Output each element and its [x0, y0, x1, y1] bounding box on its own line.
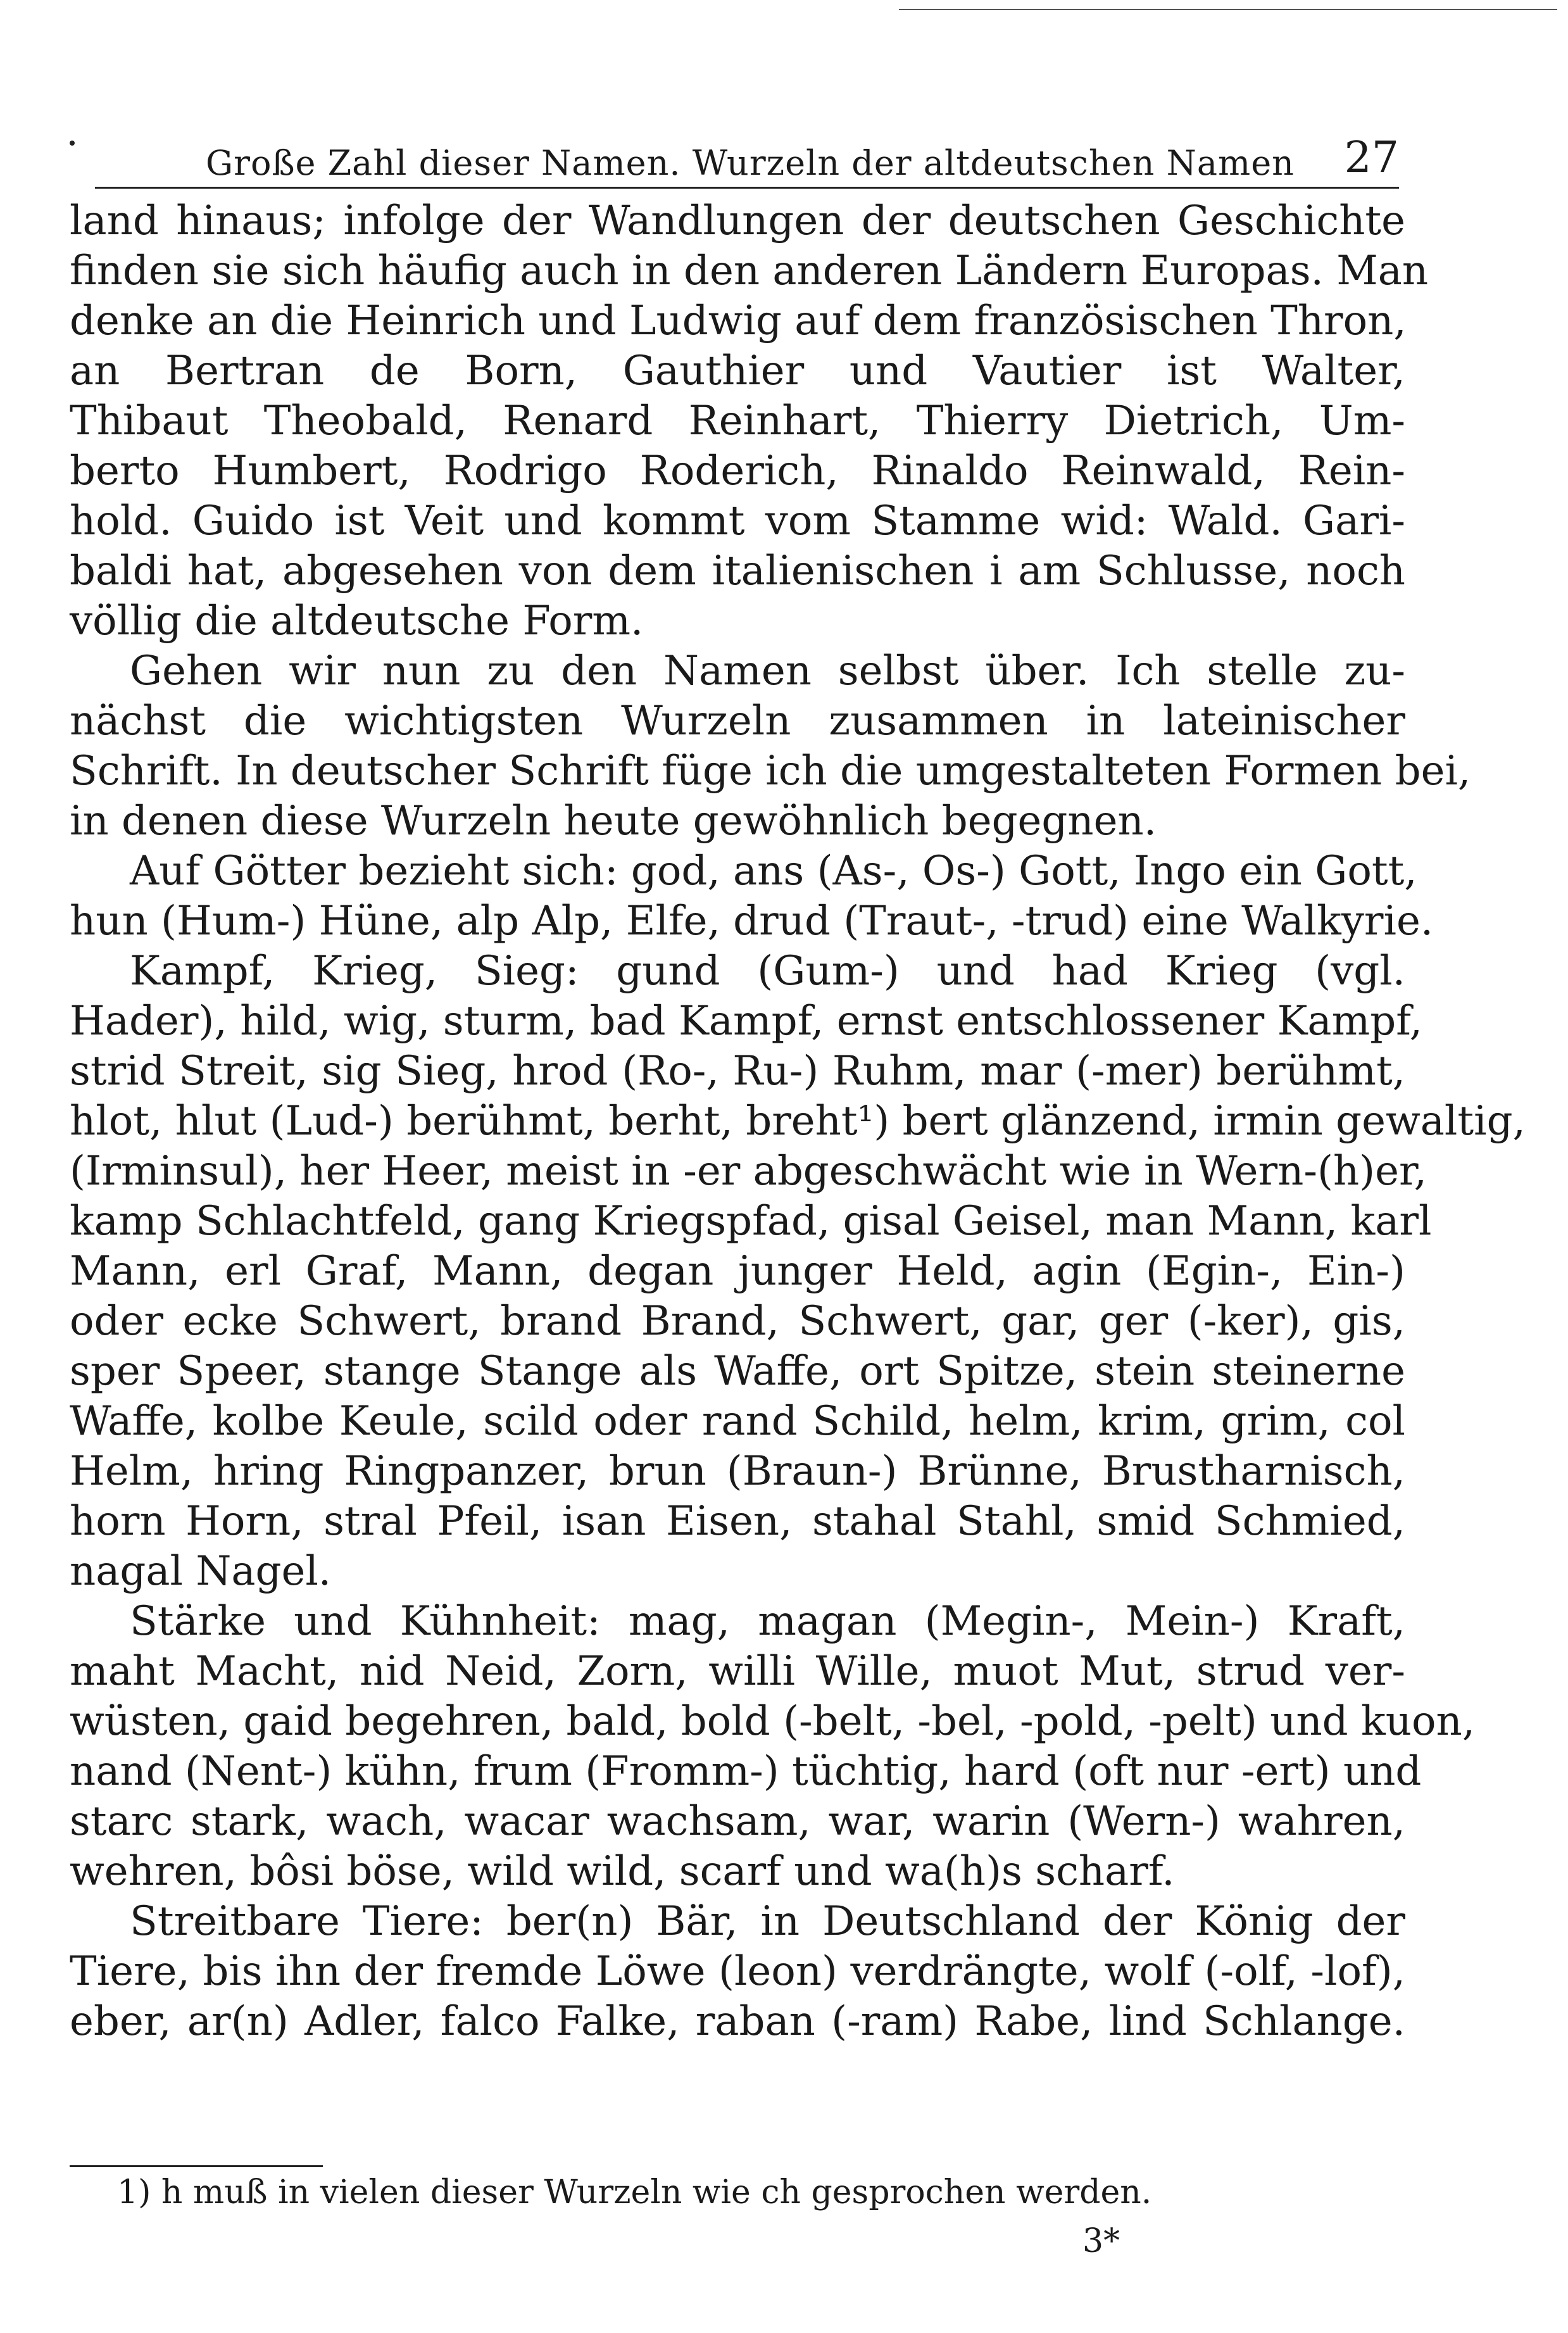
text-line: starc stark, wach, wacar wachsam, war, warin (Wern-) wahren, [70, 1798, 1405, 1845]
text-line: berto Humbert, Rodrigo Roderich, Rinaldo Reinwald, Rein- [70, 448, 1405, 494]
text-line: Auf Götter bezieht sich: god, ans (As-, Os-) Gott, Ingo ein Gott, [130, 848, 1417, 895]
text-line: Thibaut Theobald, Renard Reinhart, Thierry Dietrich, Um- [70, 398, 1405, 444]
text-line: sper Speer, stange Stange als Waffe, ort Spitze, stein steinerne [70, 1348, 1405, 1395]
text-line: an Bertran de Born, Gauthier und Vautier ist Walter, [70, 348, 1405, 394]
text-line: hlot, hlut (Lud-) berühmt, berht, breht¹) bert glänzend, irmin gewaltig, [70, 1098, 1526, 1145]
text-line: maht Macht, nid Neid, Zorn, willi Wille, muot Mut, strud ver- [70, 1648, 1405, 1695]
text-line: wüsten, gaid begehren, bald, bold (-belt, -bel, -pold, -pelt) und kuon, [70, 1698, 1476, 1745]
text-line: horn Horn, stral Pfeil, isan Eisen, stahal Stahl, smid Schmied, [70, 1498, 1405, 1545]
text-line: Waffe, kolbe Keule, scild oder rand Schild, helm, krim, grim, col [70, 1398, 1405, 1445]
footnote: 1) h muß in vielen dieser Wurzeln wie ch gesprochen werden. [117, 2173, 1152, 2211]
text-line: Hader), hild, wig, sturm, bad Kampf, ernst entschlossener Kampf, [70, 998, 1422, 1045]
running-head [95, 113, 1399, 189]
text-line: völlig die altdeutsche Form. [70, 598, 644, 645]
page-number: 27 [1344, 133, 1399, 183]
text-line: hun (Hum-) Hüne, alp Alp, Elfe, drud (Traut-, -trud) eine Walkyrie. [70, 898, 1434, 945]
text-line: Tiere, bis ihn der fremde Löwe (leon) verdrängte, wolf (-olf, -lof), [70, 1948, 1405, 1995]
text-line: Helm, hring Ringpanzer, brun (Braun-) Brünne, Brustharnisch, [70, 1448, 1405, 1495]
text-line: Mann, erl Graf, Mann, degan junger Held, agin (Egin-, Ein-) [70, 1248, 1405, 1295]
margin-dot [70, 141, 75, 146]
text-line: in denen diese Wurzeln heute gewöhnlich begegnen. [70, 798, 1157, 845]
text-line: nand (Nent-) kühn, frum (Fromm-) tüchtig, hard (oft nur -ert) und [70, 1748, 1422, 1795]
sheet-signature: 3* [1082, 2222, 1120, 2260]
text-line: nächst die wichtigsten Wurzeln zusammen in lateinischer [70, 698, 1405, 745]
text-line: eber, ar(n) Adler, falco Falke, raban (-ram) Rabe, lind Schlange. [70, 1998, 1405, 2045]
text-line: nagal Nagel. [70, 1548, 332, 1595]
top-edge-rule [899, 9, 1557, 10]
text-line: Stärke und Kühnheit: mag, magan (Megin-, Mein-) Kraft, [130, 1598, 1405, 1645]
running-head-title: Große Zahl dieser Namen. Wurzeln der altdeutschen Namen [206, 143, 1295, 183]
text-line: Schrift. In deutscher Schrift füge ich die umgestalteten Formen bei, [70, 748, 1471, 795]
text-line: kamp Schlachtfeld, gang Kriegspfad, gisal Geisel, man Mann, karl [70, 1198, 1432, 1245]
text-line: land hinaus; infolge der Wandlungen der deutschen Geschichte [70, 198, 1405, 244]
text-line: wehren, bôsi böse, wild wild, scarf und wa(h)s scharf. [70, 1848, 1175, 1895]
text-line: strid Streit, sig Sieg, hrod (Ro-, Ru-) Ruhm, mar (-mer) berühmt, [70, 1048, 1405, 1095]
text-line: (Irminsul), her Heer, meist in -er abgeschwächt wie in Wern-(h)er, [70, 1148, 1427, 1195]
footnote-rule [70, 2165, 323, 2167]
text-line: oder ecke Schwert, brand Brand, Schwert, gar, ger (-ker), gis, [70, 1298, 1405, 1345]
text-line: baldi hat, abgesehen von dem italienischen i am Schlusse, noch [70, 548, 1405, 594]
text-line: Gehen wir nun zu den Namen selbst über. Ich stelle zu- [130, 648, 1405, 695]
body-text [70, 196, 1526, 2047]
text-line: hold. Guido ist Veit und kommt vom Stamme wid: Wald. Gari- [70, 498, 1405, 544]
text-line: finden sie sich häufig auch in den anderen Ländern Europas. Man [70, 248, 1429, 294]
text-line: Kampf, Krieg, Sieg: gund (Gum-) und had Krieg (vgl. [130, 948, 1405, 995]
text-line: denke an die Heinrich und Ludwig auf dem französischen Thron, [70, 298, 1407, 344]
text-line: Streitbare Tiere: ber(n) Bär, in Deutschland der König der [130, 1898, 1405, 1945]
